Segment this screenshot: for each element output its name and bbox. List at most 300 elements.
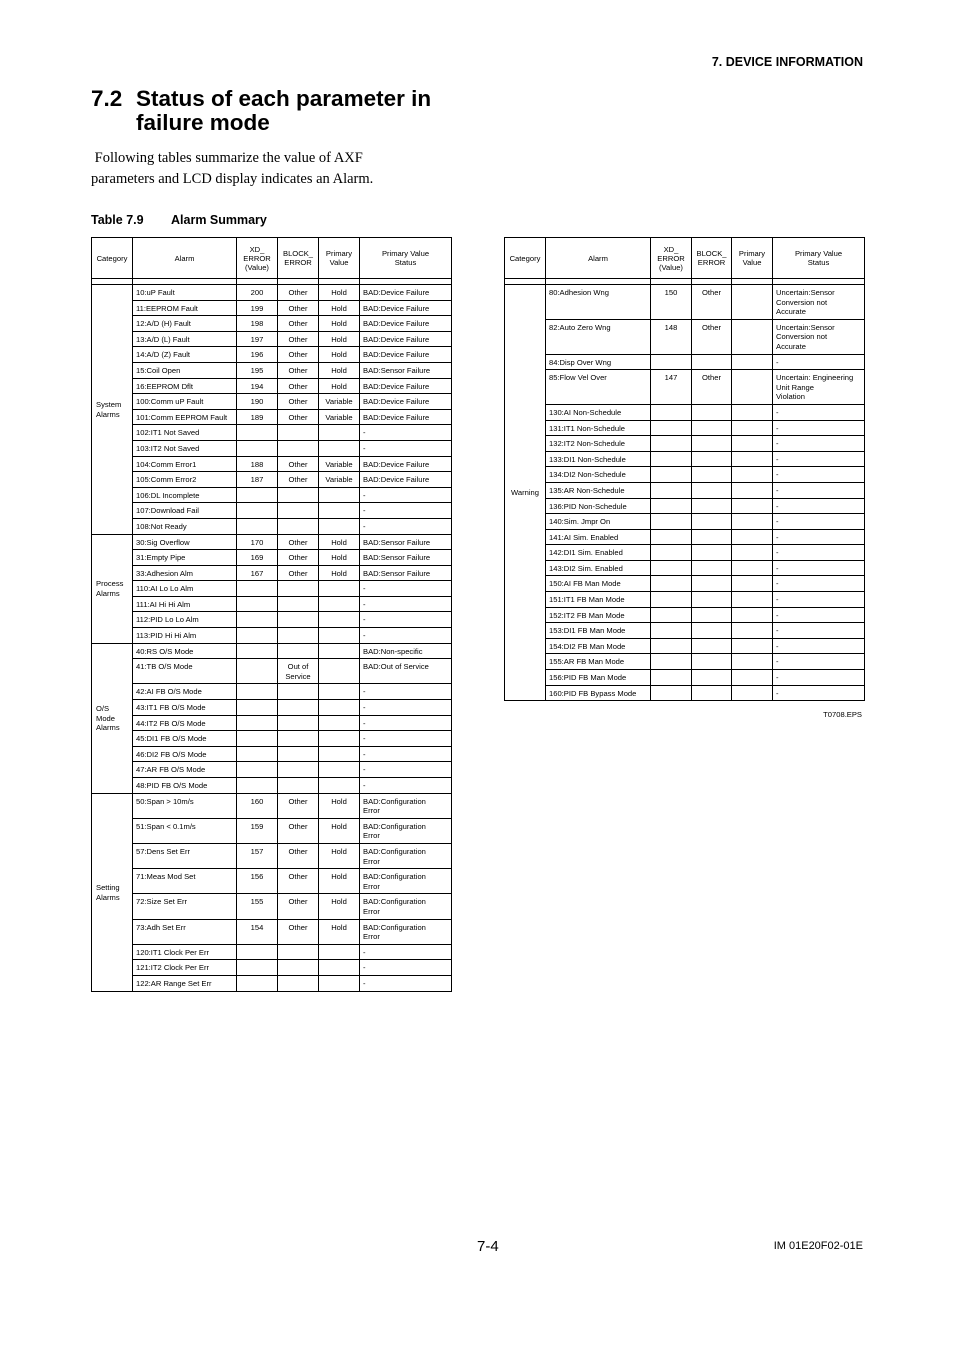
primary-value-cell [319,596,360,612]
pv-status-cell: Uncertain:Sensor Conversion not Accurate [773,285,865,320]
block-error-cell [278,762,319,778]
primary-value-cell [319,643,360,659]
xd-error-cell [237,715,278,731]
block-error-cell [692,436,732,452]
xd-error-cell: 199 [237,300,278,316]
pv-status-cell: - [360,487,452,503]
primary-value-cell [319,684,360,700]
pv-status-cell: - [773,592,865,608]
table-row [92,975,452,991]
xd-error-cell [651,576,692,592]
alarm-cell: 133:DI1 Non-Schedule [546,451,651,467]
block-error-cell [278,700,319,716]
block-error-cell: Other [278,394,319,410]
xd-error-cell: 160 [237,793,278,818]
block-error-cell: Other [278,316,319,332]
xd-error-cell [237,684,278,700]
section-header: 7. DEVICE INFORMATION [711,55,863,69]
table-row [92,778,452,794]
pv-status-cell: - [360,700,452,716]
table-row [92,612,452,628]
primary-value-cell [319,628,360,644]
pv-status-cell: - [773,482,865,498]
pv-status-cell: Uncertain: Engineering Unit Range Violation [773,370,865,405]
header-alarm: Alarm [546,238,651,279]
xd-error-cell: 194 [237,378,278,394]
pv-status-cell: - [773,560,865,576]
table-row [92,316,452,332]
alarm-cell: 45:DI1 FB O/S Mode [133,731,237,747]
xd-error-cell [651,436,692,452]
table-row [505,560,865,576]
pv-status-cell: - [360,715,452,731]
primary-value-cell [319,762,360,778]
block-error-cell: Other [278,331,319,347]
xd-error-cell [651,404,692,420]
pv-status-cell: - [360,762,452,778]
header-xd-error: XD_ ERROR (Value) [237,238,278,279]
alarm-cell: 40:RS O/S Mode [133,643,237,659]
block-error-cell [278,581,319,597]
block-error-cell [692,420,732,436]
primary-value-cell [319,778,360,794]
pv-status-cell: BAD:Configuration Error [360,869,452,894]
primary-value-cell [732,638,773,654]
block-error-cell: Out of Service [278,659,319,684]
xd-error-cell: 187 [237,472,278,488]
block-error-cell [692,560,732,576]
xd-error-cell [237,440,278,456]
pv-status-cell: BAD:Device Failure [360,472,452,488]
alarm-cell: 30:Sig Overflow [133,534,237,550]
primary-value-cell [319,518,360,534]
primary-value-cell: Hold [319,919,360,944]
alarm-cell: 113:PID Hi Hi Alm [133,628,237,644]
block-error-cell: Other [278,472,319,488]
xd-error-cell [651,498,692,514]
block-error-cell [692,529,732,545]
table-row [505,436,865,452]
pv-status-cell: - [773,685,865,701]
table-row [92,643,452,659]
block-error-cell [692,654,732,670]
xd-error-cell [237,643,278,659]
table-row [92,731,452,747]
table-row [505,482,865,498]
alarm-cell: 152:IT2 FB Man Mode [546,607,651,623]
xd-error-cell [651,420,692,436]
xd-error-cell [651,638,692,654]
alarm-cell: 51:Span < 0.1m/s [133,818,237,843]
table-row [92,596,452,612]
page-number: 7-4 [477,1238,499,1255]
alarm-cell: 102:IT1 Not Saved [133,425,237,441]
pv-status-cell: - [773,420,865,436]
primary-value-cell [319,487,360,503]
alarm-cell: 47:AR FB O/S Mode [133,762,237,778]
pv-status-cell: BAD:Device Failure [360,394,452,410]
alarm-cell: 154:DI2 FB Man Mode [546,638,651,654]
xd-error-cell [237,944,278,960]
primary-value-cell: Hold [319,300,360,316]
pv-status-cell: - [360,944,452,960]
table-row [505,545,865,561]
header-block-error: BLOCK_ ERROR [278,238,319,279]
alarm-cell: 155:AR FB Man Mode [546,654,651,670]
pv-status-cell: - [360,581,452,597]
pv-status-cell: - [773,514,865,530]
alarm-cell: 105:Comm Error2 [133,472,237,488]
block-error-cell: Other [278,378,319,394]
xd-error-cell: 198 [237,316,278,332]
table-row [92,581,452,597]
primary-value-cell: Hold [319,378,360,394]
category-cell: System Alarms [92,285,133,535]
header-xd-error: XD_ ERROR (Value) [651,238,692,279]
block-error-cell [278,487,319,503]
table-row [92,700,452,716]
primary-value-cell [319,659,360,684]
alarm-cell: 135:AR Non-Schedule [546,482,651,498]
table-caption-text: Alarm Summary [171,213,267,227]
primary-value-cell [732,451,773,467]
alarm-cell: 11:EEPROM Fault [133,300,237,316]
table-row [92,534,452,550]
block-error-cell: Other [278,362,319,378]
header-primary-value: Primary Value [319,238,360,279]
table-reference: T0708.EPS [823,710,862,719]
primary-value-cell: Hold [319,869,360,894]
pv-status-cell: BAD:Device Failure [360,316,452,332]
primary-value-cell [732,592,773,608]
block-error-cell: Other [692,319,732,354]
primary-value-cell [319,731,360,747]
alarm-cell: 106:DL Incomplete [133,487,237,503]
table-row [92,487,452,503]
xd-error-cell [237,581,278,597]
table-row [92,960,452,976]
alarm-cell: 103:IT2 Not Saved [133,440,237,456]
alarm-cell: 85:Flow Vel Over [546,370,651,405]
table-row [505,420,865,436]
table-row [92,793,452,818]
pv-status-cell: BAD:Configuration Error [360,894,452,919]
primary-value-cell [732,576,773,592]
alarm-cell: 142:DI1 Sim. Enabled [546,545,651,561]
table-row [505,654,865,670]
pv-status-cell: - [773,670,865,686]
xd-error-cell: 150 [651,285,692,320]
xd-error-cell: 167 [237,565,278,581]
alarm-cell: 33:Adhesion Alm [133,565,237,581]
pv-status-cell: BAD:Out of Service [360,659,452,684]
alarm-cell: 14:A/D (Z) Fault [133,347,237,363]
xd-error-cell: 196 [237,347,278,363]
pv-status-cell: BAD:Non-specific [360,643,452,659]
block-error-cell [278,778,319,794]
block-error-cell: Other [278,347,319,363]
block-error-cell: Other [278,843,319,868]
xd-error-cell [237,700,278,716]
xd-error-cell [237,487,278,503]
primary-value-cell: Hold [319,843,360,868]
block-error-cell: Other [278,565,319,581]
header-alarm: Alarm [133,238,237,279]
block-error-cell [278,975,319,991]
xd-error-cell [237,503,278,519]
pv-status-cell: BAD:Configuration Error [360,818,452,843]
table-caption-number: Table 7.9 [91,213,144,227]
alarm-cell: 130:AI Non-Schedule [546,404,651,420]
alarm-cell: 16:EEPROM Dflt [133,378,237,394]
primary-value-cell: Variable [319,456,360,472]
alarm-cell: 122:AR Range Set Err [133,975,237,991]
header-category: Category [92,238,133,279]
pv-status-cell: - [773,467,865,483]
block-error-cell: Other [278,919,319,944]
alarm-cell: 48:PID FB O/S Mode [133,778,237,794]
category-cell: Warning [505,285,546,701]
alarm-cell: 111:AI Hi Hi Alm [133,596,237,612]
page-title [91,87,511,135]
table-row [92,362,452,378]
table-row [505,576,865,592]
alarm-cell: 151:IT1 FB Man Mode [546,592,651,608]
alarm-cell: 136:PID Non-Schedule [546,498,651,514]
primary-value-cell [319,746,360,762]
pv-status-cell: - [773,436,865,452]
pv-status-cell: BAD:Device Failure [360,378,452,394]
table-row [92,762,452,778]
alarm-cell: 132:IT2 Non-Schedule [546,436,651,452]
title-line2: failure mode [136,110,270,135]
pv-status-cell: BAD:Device Failure [360,456,452,472]
primary-value-cell [732,545,773,561]
table-row [505,285,865,320]
category-cell: O/S Mode Alarms [92,643,133,793]
pv-status-cell: - [773,623,865,639]
block-error-cell [692,451,732,467]
primary-value-cell [732,404,773,420]
block-error-cell [278,944,319,960]
primary-value-cell [732,514,773,530]
block-error-cell: Other [278,300,319,316]
intro-paragraph: Following tables summarize the value of AXF parameters and LCD display indicates an Alarm. [91,150,374,187]
block-error-cell [278,612,319,628]
alarm-cell: 143:DI2 Sim. Enabled [546,560,651,576]
table-row [92,300,452,316]
pv-status-cell: BAD:Device Failure [360,331,452,347]
block-error-cell: Other [278,818,319,843]
header-pv-status: Primary Value Status [360,238,452,279]
alarm-cell: 31:Empty Pipe [133,550,237,566]
alarm-cell: 50:Span > 10m/s [133,793,237,818]
primary-value-cell [732,670,773,686]
pv-status-cell: - [773,529,865,545]
xd-error-cell: 189 [237,409,278,425]
primary-value-cell [319,944,360,960]
block-error-cell [692,498,732,514]
pv-status-cell: - [360,596,452,612]
xd-error-cell: 170 [237,534,278,550]
pv-status-cell: - [360,440,452,456]
block-error-cell [278,425,319,441]
primary-value-cell [732,436,773,452]
xd-error-cell [237,628,278,644]
xd-error-cell: 197 [237,331,278,347]
xd-error-cell [651,685,692,701]
primary-value-cell [319,700,360,716]
pv-status-cell: BAD:Device Failure [360,300,452,316]
table-row [505,529,865,545]
alarm-cell: 108:Not Ready [133,518,237,534]
block-error-cell: Other [692,285,732,320]
xd-error-cell: 188 [237,456,278,472]
alarm-cell: 84:Disp Over Wng [546,354,651,370]
primary-value-cell [319,425,360,441]
table-row [92,628,452,644]
primary-value-cell [732,607,773,623]
primary-value-cell [319,715,360,731]
table-row [505,670,865,686]
table-row [92,394,452,410]
pv-status-cell: BAD:Configuration Error [360,919,452,944]
xd-error-cell: 147 [651,370,692,405]
header-primary-value: Primary Value [732,238,773,279]
pv-status-cell: - [360,612,452,628]
pv-status-cell: - [773,545,865,561]
table-row [92,425,452,441]
pv-status-cell: - [360,684,452,700]
primary-value-cell [732,685,773,701]
pv-status-cell: BAD:Sensor Failure [360,565,452,581]
title-number: 7.2 [91,86,123,111]
pv-status-cell: - [773,354,865,370]
xd-error-cell [237,960,278,976]
table-row [92,518,452,534]
table-row [92,944,452,960]
alarm-cell: 134:DI2 Non-Schedule [546,467,651,483]
pv-status-cell: - [773,638,865,654]
pv-status-cell: - [360,425,452,441]
alarm-cell: 110:AI Lo Lo Alm [133,581,237,597]
primary-value-cell: Variable [319,409,360,425]
xd-error-cell [237,731,278,747]
xd-error-cell [237,659,278,684]
pv-status-cell: - [773,576,865,592]
alarm-cell: 57:Dens Set Err [133,843,237,868]
alarm-cell: 10:uP Fault [133,285,237,301]
table-row [92,659,452,684]
table-row [505,404,865,420]
primary-value-cell [319,581,360,597]
alarm-cell: 150:AI FB Man Mode [546,576,651,592]
block-error-cell: Other [692,370,732,405]
alarm-cell: 100:Comm uP Fault [133,394,237,410]
table-row [92,818,452,843]
block-error-cell [278,643,319,659]
block-error-cell [278,503,319,519]
pv-status-cell: - [360,778,452,794]
xd-error-cell: 159 [237,818,278,843]
primary-value-cell: Hold [319,894,360,919]
title-line1: Status of each parameter in [136,86,432,111]
alarm-cell: 156:PID FB Man Mode [546,670,651,686]
table-row [505,370,865,405]
xd-error-cell [237,518,278,534]
pv-status-cell: - [360,746,452,762]
pv-status-cell: BAD:Device Failure [360,409,452,425]
alarm-cell: 160:PID FB Bypass Mode [546,685,651,701]
primary-value-cell: Hold [319,793,360,818]
table-row [92,378,452,394]
pv-status-cell: - [773,654,865,670]
block-error-cell [692,607,732,623]
alarm-cell: 120:IT1 Clock Per Err [133,944,237,960]
primary-value-cell [732,285,773,320]
pv-status-cell: BAD:Configuration Error [360,793,452,818]
table-row [505,498,865,514]
xd-error-cell: 195 [237,362,278,378]
xd-error-cell: 155 [237,894,278,919]
pv-status-cell: - [360,731,452,747]
block-error-cell [692,576,732,592]
primary-value-cell: Hold [319,331,360,347]
alarm-cell: 82:Auto Zero Wng [546,319,651,354]
alarm-cell: 107:Download Fail [133,503,237,519]
block-error-cell [278,440,319,456]
block-error-cell [692,482,732,498]
alarm-cell: 121:IT2 Clock Per Err [133,960,237,976]
pv-status-cell: - [360,960,452,976]
table-row [505,638,865,654]
table-row [92,684,452,700]
table-row [92,843,452,868]
table-row [92,409,452,425]
primary-value-cell: Hold [319,550,360,566]
xd-error-cell [237,425,278,441]
block-error-cell [278,715,319,731]
alarm-summary-table-left [91,237,452,992]
xd-error-cell: 156 [237,869,278,894]
header-category: Category [505,238,546,279]
block-error-cell: Other [278,456,319,472]
alarm-cell: 140:Sim. Jmpr On [546,514,651,530]
xd-error-cell [651,560,692,576]
pv-status-cell: BAD:Sensor Failure [360,362,452,378]
block-error-cell: Other [278,550,319,566]
primary-value-cell: Hold [319,565,360,581]
pv-status-cell: BAD:Device Failure [360,347,452,363]
alarm-cell: 80:Adhesion Wng [546,285,651,320]
xd-error-cell [237,596,278,612]
primary-value-cell [732,319,773,354]
table-row [92,440,452,456]
table-row [92,331,452,347]
block-error-cell [278,518,319,534]
alarm-cell: 141:AI Sim. Enabled [546,529,651,545]
alarm-cell: 12:A/D (H) Fault [133,316,237,332]
table-row [92,456,452,472]
table-row [92,869,452,894]
xd-error-cell: 157 [237,843,278,868]
xd-error-cell: 154 [237,919,278,944]
alarm-cell: 101:Comm EEPROM Fault [133,409,237,425]
primary-value-cell [732,560,773,576]
pv-status-cell: - [360,975,452,991]
category-cell: Process Alarms [92,534,133,643]
pv-status-cell: - [773,498,865,514]
